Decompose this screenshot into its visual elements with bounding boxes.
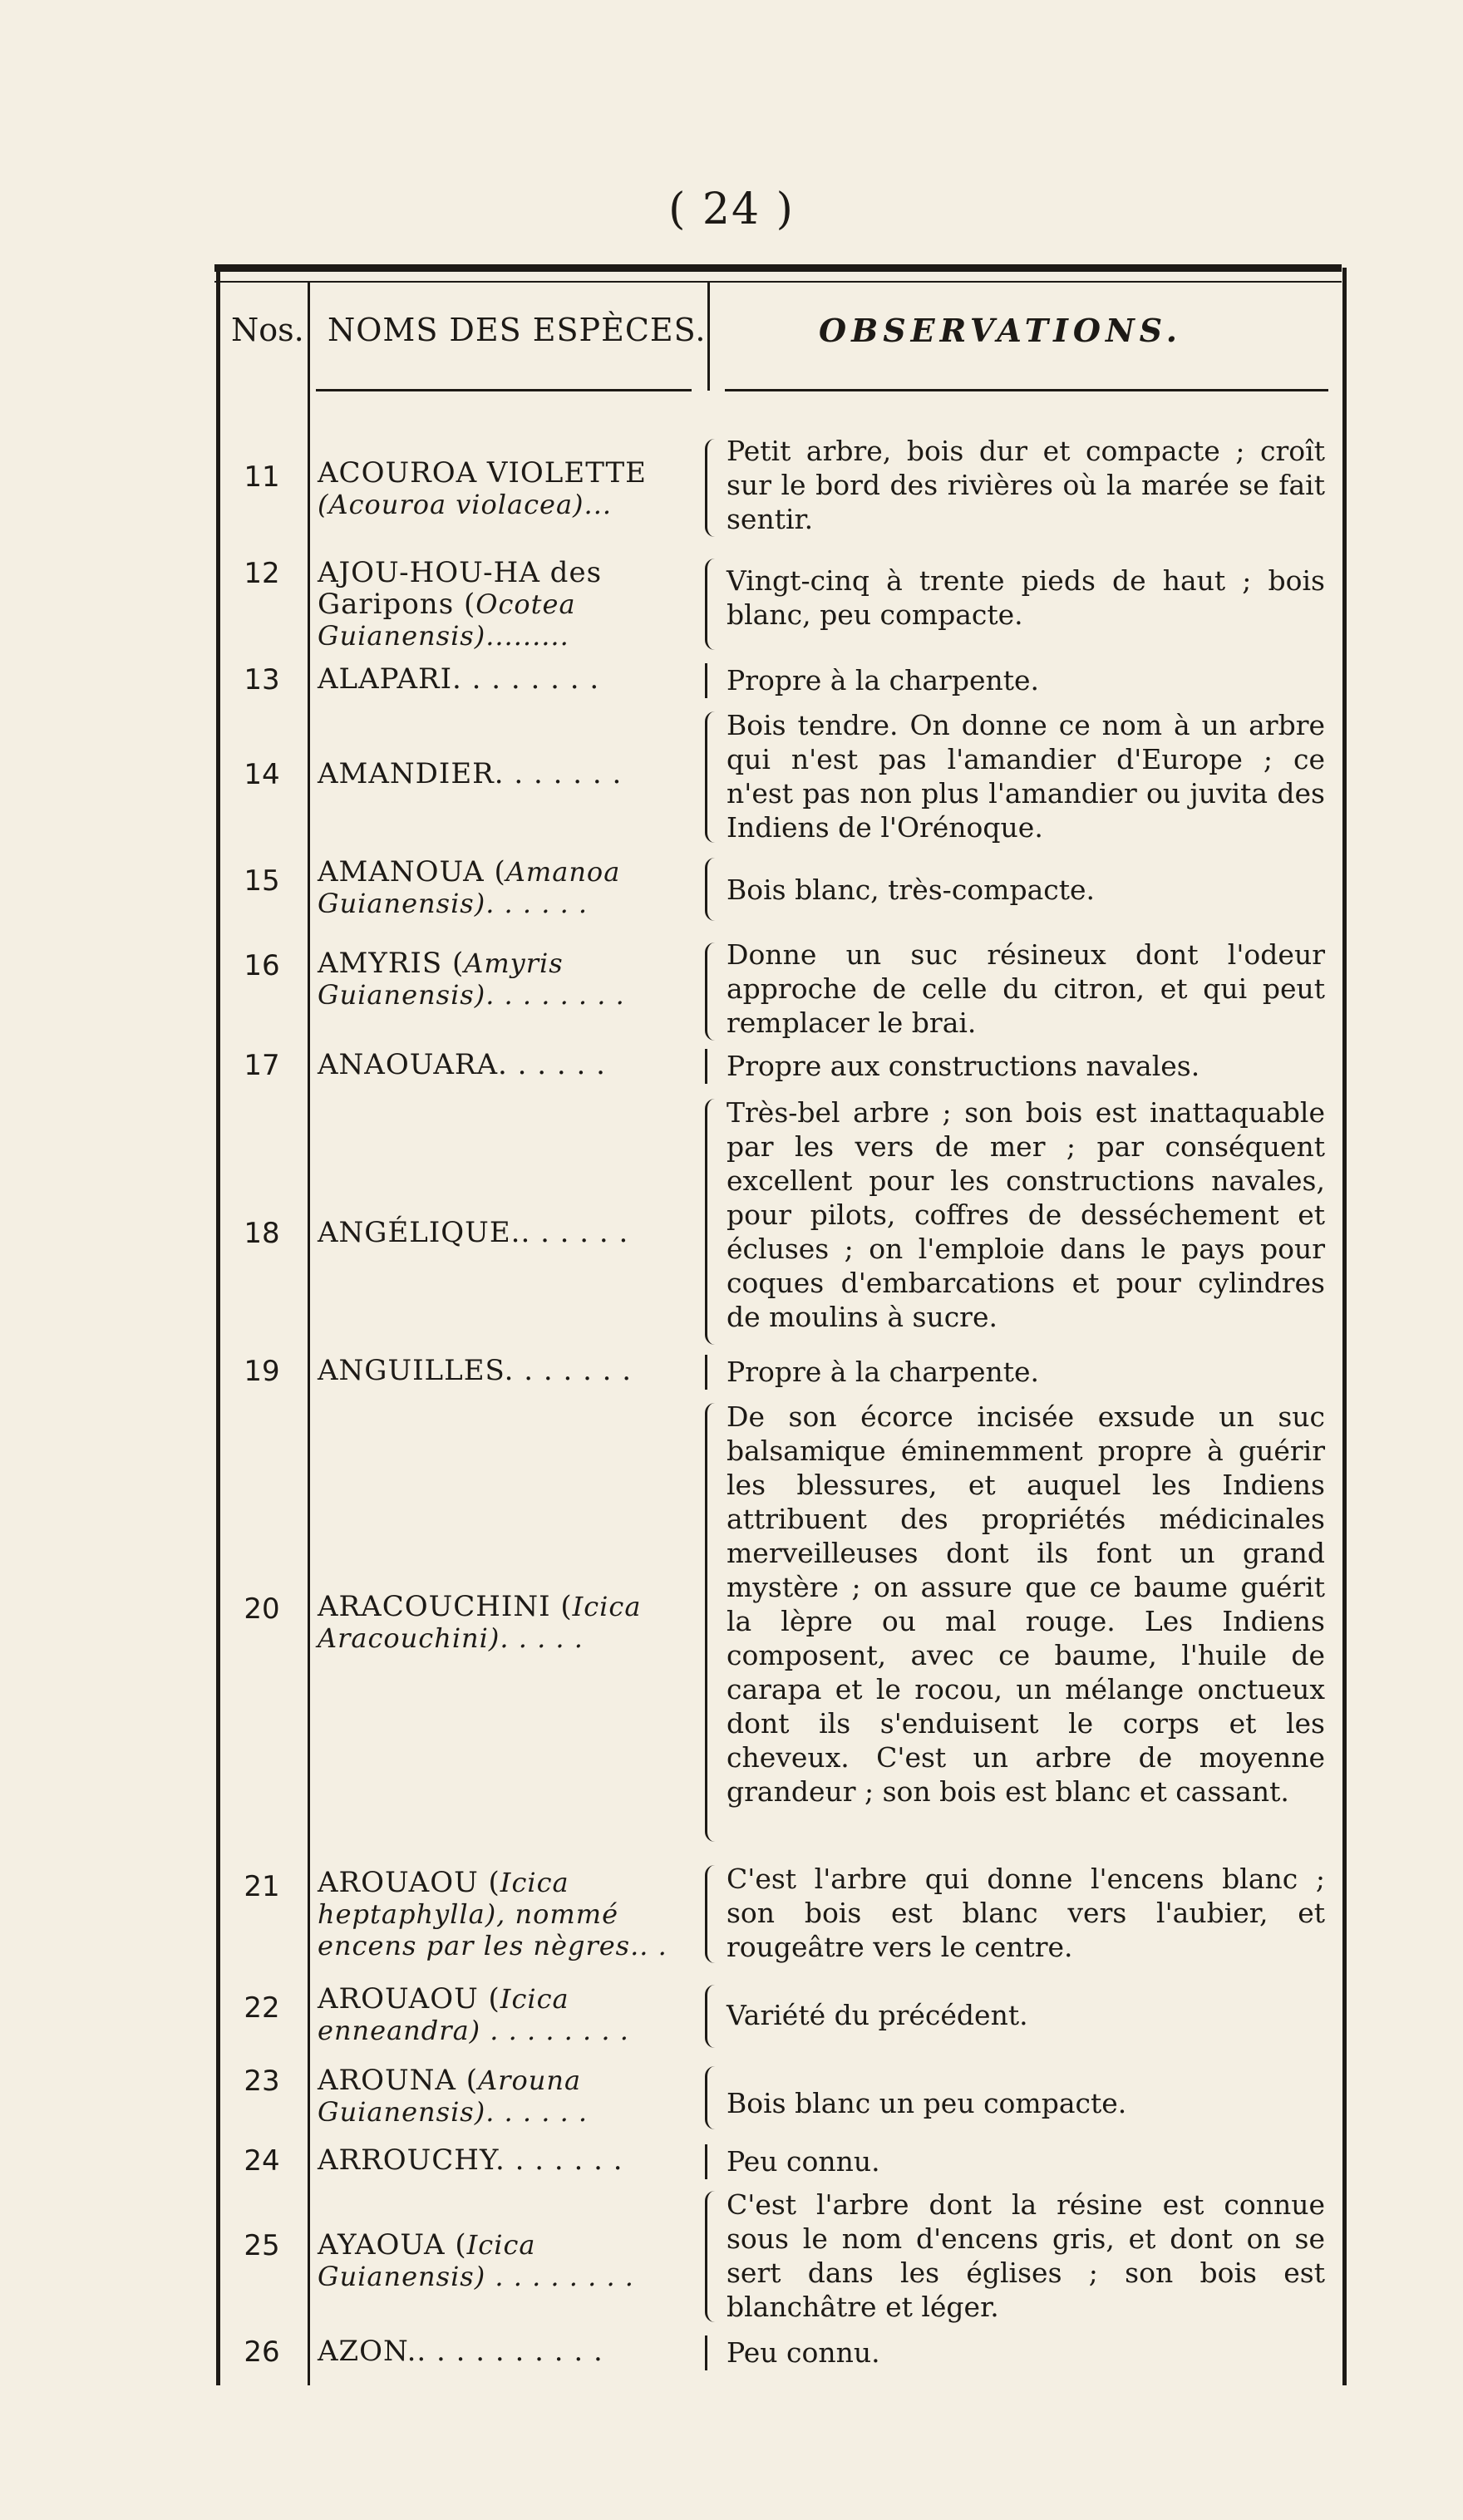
- brace: [705, 1355, 721, 1390]
- observation-text: C'est l'arbre dont la résine est connue sous le nom d'encens gris, et dont on se sert dans les églises ; son bois est blanchâtre et léger.: [727, 2188, 1325, 2323]
- observation-text: De son écorce incisée exsude un suc balsamique éminemment propre à guérir les blessures, et auquel les Indiens attribuent des propriétés médicinales merveilleuses dont ils font un grand mystère ; on assure que ce baume guérit la lèpre ou mal rouge. Les Indiens composent, avec ce baume, l'huile de carapa et le rocou, un mélange onctueux dont ils s'enduisent le corps et les cheveux. C'est un arbre de moyenne grandeur ; son bois est blanc et cassant.: [727, 1400, 1325, 1808]
- row-number: 15: [244, 864, 280, 898]
- row-number: 25: [244, 2229, 280, 2262]
- observation-text: Bois blanc un peu compacte.: [727, 2087, 1127, 2119]
- species-name: [318, 947, 700, 1011]
- species-name: [318, 2065, 700, 2128]
- row-number: 13: [244, 663, 280, 696]
- species-name: ANGUILLES. . . . . . .: [318, 1354, 633, 1387]
- species-scientific-name: Icica Aracouchini). . . . .: [318, 1591, 642, 1654]
- observation-text: Donne un suc résineux dont l'odeur approche de celle du citron, et qui peut remplacer le brai.: [727, 938, 1325, 1039]
- species-name: ARROUCHY. . . . . . .: [318, 2143, 623, 2177]
- row-number: 18: [244, 1217, 280, 1250]
- observation-text: Peu connu.: [727, 2336, 880, 2369]
- species-common-name: AMANOUA (: [318, 855, 506, 888]
- header-number: Nos.: [231, 312, 304, 348]
- species-common-name: ARACOUCHINI (: [318, 1590, 573, 1623]
- row-number: 11: [244, 460, 280, 494]
- species-name: [318, 1591, 700, 1654]
- brace: [705, 1865, 721, 1963]
- observation-text: Petit arbre, bois dur et compacte ; croît sur le bord des rivières où la marée se fait sentir.: [727, 435, 1325, 535]
- species-scientific-name: Amyris Guianensis). . . . . . . .: [318, 947, 625, 1011]
- species-common-name: AROUAOU (: [318, 1982, 500, 2016]
- observation-text: Propre à la charpente.: [727, 1356, 1040, 1388]
- row-number: 14: [244, 758, 280, 791]
- observation-text: Bois tendre. On donne ce nom à un arbre qui n'est pas l'amandier d'Europe ; ce n'est pas non plus l'amandier ou juvita des Indiens de l'Orénoque.: [727, 709, 1325, 844]
- species-scientific-name: Icica Guianensis) . . . . . . . .: [318, 2229, 634, 2292]
- brace: [705, 943, 721, 1041]
- observation-text: Variété du précédent.: [727, 1999, 1028, 2031]
- observation-text: Propre aux constructions navales.: [727, 1050, 1200, 1082]
- observation-text: Peu connu.: [727, 2145, 880, 2178]
- species-name: ANGÉLIQUE.. . . . . .: [318, 1216, 629, 1249]
- names-header-underline: [316, 389, 692, 391]
- species-name: ANAOUARA. . . . . .: [318, 1048, 606, 1081]
- header-observations: OBSERVATIONS.: [819, 312, 1182, 349]
- species-name: [318, 1983, 700, 2046]
- row-number: 22: [244, 1991, 280, 2025]
- brace: [705, 2335, 721, 2370]
- species-name: ALAPARI. . . . . . . .: [318, 662, 600, 696]
- brace: [705, 2191, 721, 2322]
- column-divider-num: [308, 283, 310, 2385]
- species-common-name: AROUAOU (: [318, 1866, 500, 1899]
- species-name: [318, 856, 700, 919]
- brace: [705, 559, 721, 650]
- row-number: 16: [244, 949, 280, 982]
- species-common-name: AMYRIS (: [318, 947, 465, 980]
- species-common-name: ACOUROA VIOLETTE: [318, 456, 647, 490]
- brace: [705, 1403, 721, 1842]
- species-common-name: AROUNA (: [318, 2064, 479, 2097]
- observations-header-underline: [725, 389, 1328, 391]
- row-number: 24: [244, 2144, 280, 2178]
- row-number: 17: [244, 1049, 280, 1082]
- species-name: AMANDIER. . . . . . .: [318, 757, 623, 790]
- species-name: [318, 457, 700, 520]
- observation-text: Propre à la charpente.: [727, 664, 1040, 696]
- observation-text: Très-bel arbre ; son bois est inattaquable par les vers de mer ; par conséquent excellent pour les constructions navales, pour pilots, coffres de desséchement et écluses ; on l'emploie dans le pays pour coques d'embarcations et pour cylindres de moulins à sucre.: [727, 1096, 1325, 1333]
- brace: [705, 858, 721, 921]
- brace: [705, 711, 721, 843]
- species-common-name: AJOU-HOU-HA des Garipons (: [318, 556, 603, 621]
- species-scientific-name: Arouna Guianensis). . . . . .: [318, 2065, 589, 2128]
- row-number: 26: [244, 2335, 280, 2369]
- header-species-names: NOMS DES ESPÈCES.: [328, 312, 707, 348]
- observation-text: Vingt-cinq à trente pieds de haut ; bois blanc, peu compacte.: [727, 564, 1325, 631]
- species-scientific-name: Ocotea Guianensis).........: [318, 588, 576, 652]
- brace: [705, 439, 721, 537]
- page-number: ( 24 ): [668, 185, 795, 234]
- row-number: 12: [244, 557, 280, 590]
- species-scientific-name: Icica enneandra) . . . . . . . .: [318, 1983, 629, 2046]
- species-scientific-name: Icica heptaphylla), nommé encens par les nègres.. .: [318, 1867, 667, 1961]
- column-divider-header: [707, 283, 710, 391]
- observation-text: Bois blanc, très-compacte.: [727, 874, 1096, 906]
- brace: [705, 2144, 721, 2179]
- species-name: [318, 2229, 700, 2292]
- brace: [705, 663, 721, 698]
- brace: [705, 1985, 721, 2048]
- species-name: [318, 1867, 700, 1961]
- row-number: 19: [244, 1355, 280, 1388]
- species-scientific-name: Amanoa Guianensis). . . . . .: [318, 856, 621, 919]
- brace: [705, 2066, 721, 2129]
- row-number: 23: [244, 2065, 280, 2098]
- brace: [705, 1099, 721, 1345]
- brace: [705, 1049, 721, 1084]
- species-common-name: AYAOUA (: [318, 2228, 467, 2262]
- species-name: [318, 557, 700, 652]
- row-number: 21: [244, 1870, 280, 1903]
- row-number: 20: [244, 1592, 280, 1626]
- species-scientific-name: (Acouroa violacea)...: [318, 489, 613, 520]
- observation-text: C'est l'arbre qui donne l'encens blanc ; son bois est blanc vers l'aubier, et rougeâtre vers le centre.: [727, 1863, 1325, 1963]
- species-name: AZON.. . . . . . . . . .: [318, 2335, 603, 2368]
